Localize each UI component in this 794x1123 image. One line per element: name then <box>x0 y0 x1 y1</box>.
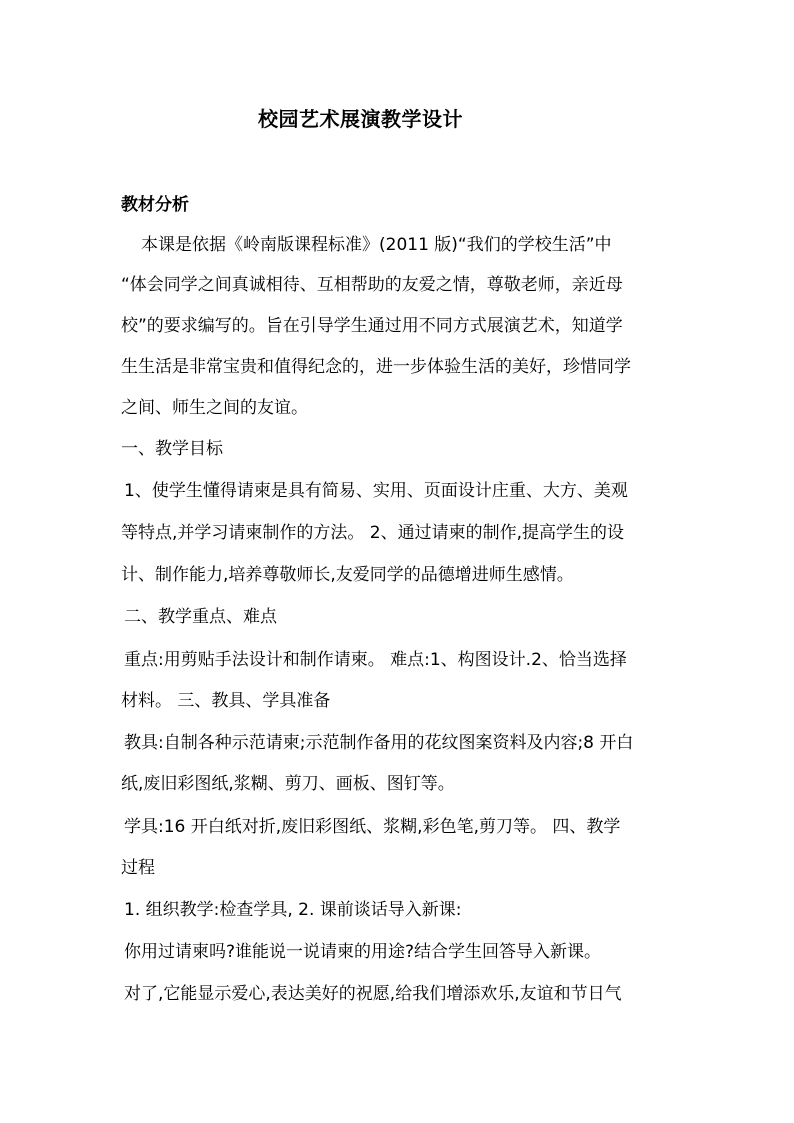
section-heading: 教材分析 <box>121 195 189 215</box>
paragraph-line: 等特点,并学习请柬制作的方法。 2、通过请柬的制作,提高学生的设 <box>121 523 625 543</box>
paragraph-line: 生生活是非常宝贵和值得纪念的，进一步体验生活的美好，珍惜同学 <box>121 357 631 377</box>
paragraph-line: 1. 组织教学:检查学具, 2. 课前谈话导入新课: <box>124 900 462 920</box>
paragraph-line: 计、制作能力,培养尊敬师长,友爱同学的品德增进师生感情。 <box>121 565 574 585</box>
section-title: 一、教学目标 <box>121 439 223 459</box>
paragraph-line: 对了,它能显示爱心,表达美好的祝愿,给我们增添欢乐,友谊和节日气 <box>124 984 622 1004</box>
paragraph-line: 过程 <box>121 858 155 878</box>
paragraph-line: 本课是依据《岭南版课程标准》(2011 版)“我们的学校生活”中 <box>141 235 612 255</box>
paragraph-line: 纸,废旧彩图纸,浆糊、剪刀、画板、图钉等。 <box>121 774 455 794</box>
paragraph-line: 教具:自制各种示范请柬;示范制作备用的花纹图案资料及内容;8 开白 <box>124 733 634 753</box>
paragraph-line: 学具:16 开白纸对折,废旧彩图纸、浆糊,彩色笔,剪刀等。 四、教学 <box>124 817 621 837</box>
paragraph-line: 你用过请柬吗?谁能说一说请柬的用途?结合学生回答导入新课。 <box>124 942 602 962</box>
paragraph-line: 校”的要求编写的。旨在引导学生通过用不同方式展演艺术，知道学 <box>121 316 623 336</box>
section-title: 二、教学重点、难点 <box>124 607 277 627</box>
paragraph-line: 1、使学生懂得请柬是具有简易、实用、页面设计庄重、大方、美观 <box>124 481 628 501</box>
paragraph-line: 材料。 三、教具、学具准备 <box>121 691 331 711</box>
paragraph-line: 之间、师生之间的友谊。 <box>121 398 308 418</box>
document-title: 校园艺术展演教学设计 <box>258 107 463 131</box>
paragraph-line: 重点:用剪贴手法设计和制作请柬。 难点:1、构图设计.2、恰当选择 <box>124 650 627 670</box>
paragraph-line: “体会同学之间真诚相待、互相帮助的友爱之情，尊敬老师，亲近母 <box>121 275 623 295</box>
